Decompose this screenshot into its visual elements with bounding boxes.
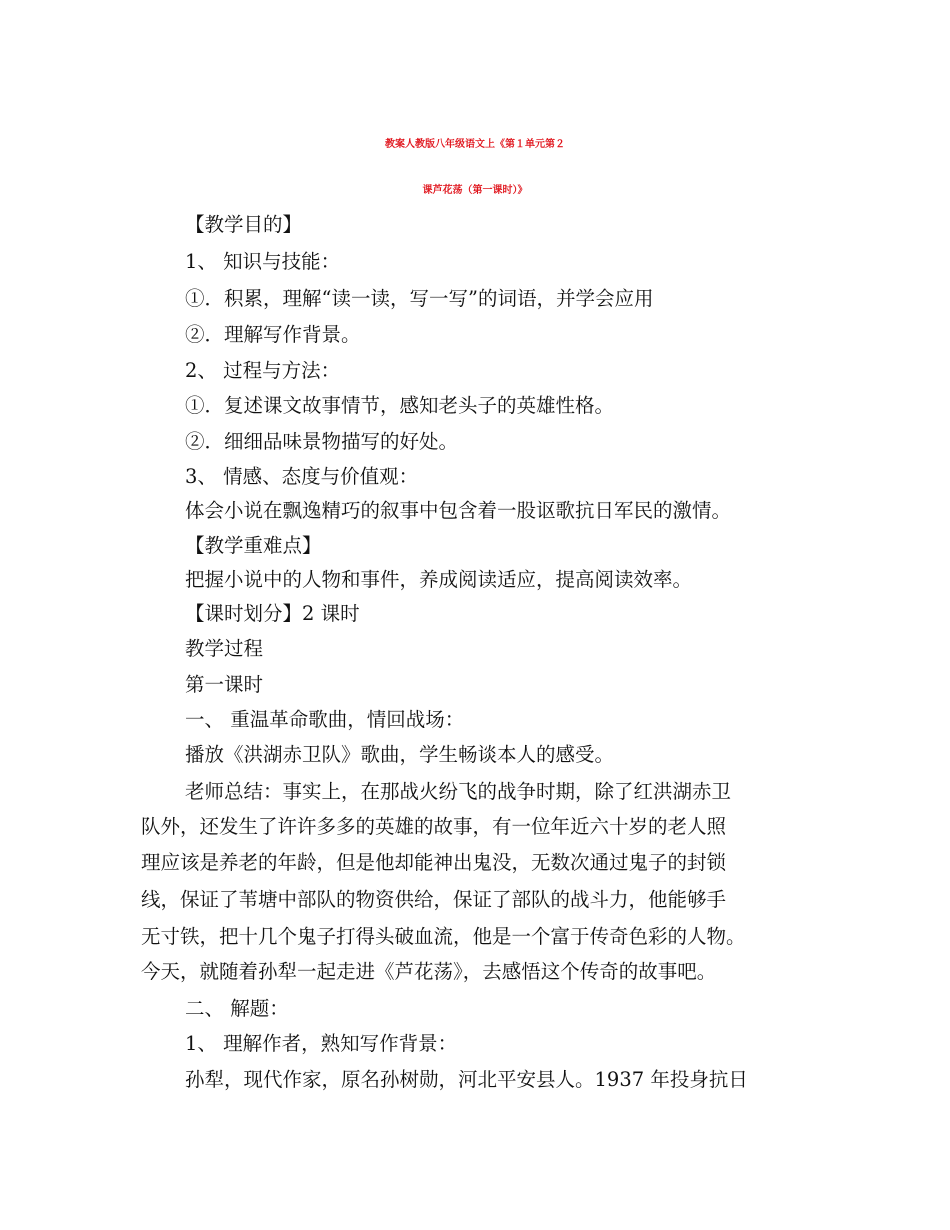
objective-2-heading: 2、 过程与方法： xyxy=(185,359,341,382)
author-intro-text: 孙犁，现代作家，原名孙树勋，河北平安县人。1937 年投身抗日 xyxy=(185,1068,748,1091)
step-2-heading: 二、 解题： xyxy=(185,997,289,1020)
step-1-text: 播放《洪湖赤卫队》歌曲，学生畅谈本人的感受。 xyxy=(185,743,615,766)
section-heading-process: 教学过程 xyxy=(185,637,264,660)
objective-3-text: 体会小说在飘逸精巧的叙事中包含着一股讴歌抗日军民的激情。 xyxy=(185,499,732,522)
objective-3-heading: 3、 情感、态度与价值观： xyxy=(185,465,419,488)
first-lesson-heading: 第一课时 xyxy=(185,673,264,696)
objective-2-item-1: ①．复述课文故事情节，感知老头子的英雄性格。 xyxy=(185,394,615,417)
class-hours: 【课时划分】2 课时 xyxy=(185,602,360,625)
document-title-line-1: 教案人教版八年级语文上《第１单元第２ xyxy=(385,139,565,150)
teacher-summary-line-5: 无寸铁，把十几个鬼子打得头破血流，他是一个富于传奇色彩的人物。 xyxy=(141,925,746,948)
section-heading-objectives: 【教学目的】 xyxy=(185,213,303,236)
objective-1-heading: 1、 知识与技能： xyxy=(185,250,341,273)
section-heading-key-points: 【教学重难点】 xyxy=(185,534,322,557)
objective-1-item-1: ①．积累，理解“读一读，写一写”的词语，并学会应用 xyxy=(185,287,654,310)
objective-2-item-2: ②．细细品味景物描写的好处。 xyxy=(185,430,459,453)
teacher-summary-line-2: 队外，还发生了许许多多的英雄的故事，有一位年近六十岁的老人照 xyxy=(141,815,727,838)
key-points-text: 把握小说中的人物和事件，养成阅读适应，提高阅读效率。 xyxy=(185,568,693,591)
teacher-summary-line-1: 老师总结：事实上，在那战火纷飞的战争时期，除了红洪湖赤卫 xyxy=(185,780,732,803)
teacher-summary-line-3: 理应该是养老的年龄，但是他却能神出鬼没，无数次通过鬼子的封锁 xyxy=(141,851,727,874)
step-2-item-1-heading: 1、 理解作者，熟知写作背景： xyxy=(185,1032,458,1055)
teacher-summary-line-4: 线，保证了苇塘中部队的物资供给，保证了部队的战斗力，他能够手 xyxy=(141,888,727,911)
teacher-summary-line-6: 今天，就随着孙犁一起走进《芦花荡》，去感悟这个传奇的故事吧。 xyxy=(141,960,717,983)
step-1-heading: 一、 重温革命歌曲，情回战场： xyxy=(185,708,465,731)
objective-1-item-2: ②．理解写作背景。 xyxy=(185,323,361,346)
document-title-line-2: 课芦花荡（第一课时）》 xyxy=(422,185,528,196)
